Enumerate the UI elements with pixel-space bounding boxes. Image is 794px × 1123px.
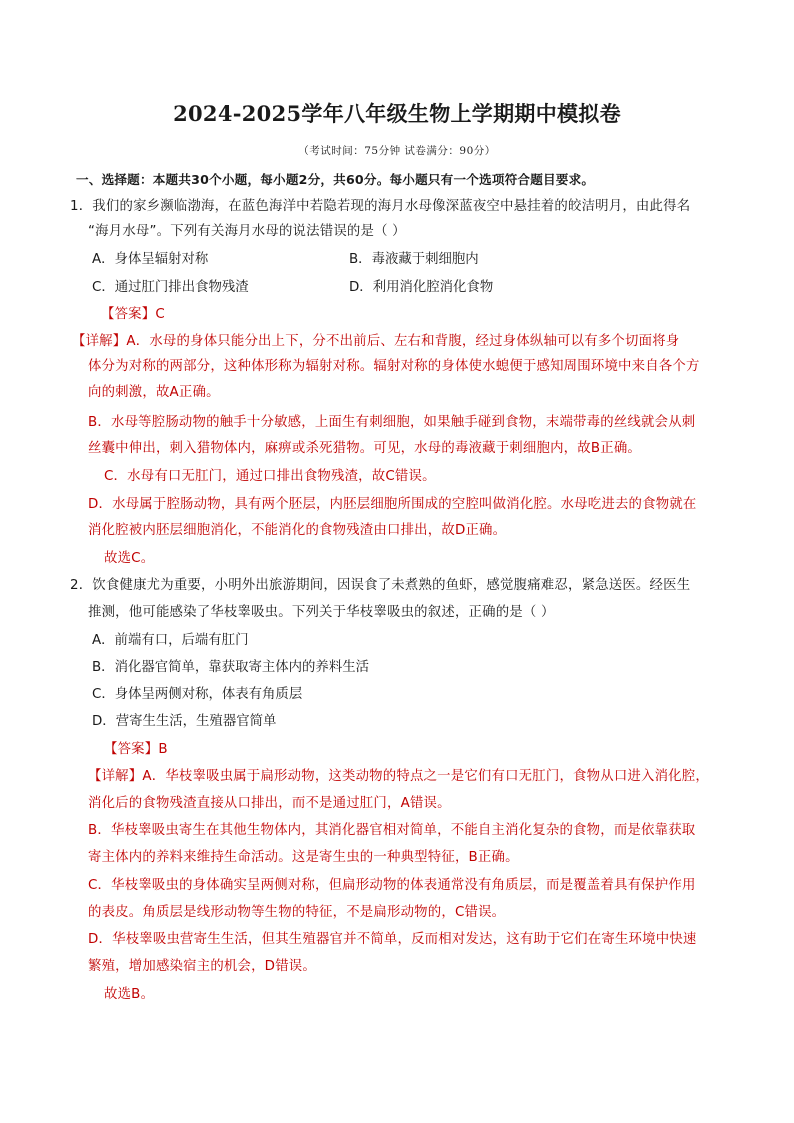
answer-value: C — [155, 307, 165, 322]
q2-detail-b-line1: B．华枝睾吸虫寄生在其他生物体内，其消化器官相对简单，不能自主消化复杂的食物，而是依靠获取 — [88, 823, 696, 838]
detail-label: 【详解】 — [88, 769, 143, 784]
q2-stem-line1: 2．饮食健康尤为重要，小明外出旅游期间，因误食了未煮熟的鱼虾，感觉腹痛难忍，紧急送医。经医生 — [70, 578, 691, 593]
q2-detail-d-line2: 繁殖，增加感染宿主的机会，D错误。 — [88, 959, 316, 974]
q2-detail-a-line1 — [88, 768, 709, 786]
answer-value: B — [158, 742, 168, 757]
q1-detail-a-line3: 向的刺激，故A正确。 — [88, 385, 220, 400]
answer-label: 【答案】 — [104, 742, 159, 757]
q2-detail-c-line1: C．华枝睾吸虫的身体确实呈两侧对称，但扁形动物的体表通常没有角质层，而是覆盖着具有保护作用 — [88, 878, 696, 893]
q2-conclusion: 故选B。 — [104, 987, 155, 1002]
q2-detail-a-line2: 消化后的食物残渣直接从口排出，而不是通过肛门，A错误。 — [88, 796, 451, 811]
q1-detail-a-line2: 体分为对称的两部分，这种体形称为辐射对称。辐射对称的身体使水螅便于感知周围环境中来自各个方 — [88, 359, 700, 374]
q1-option-b: B．毒液藏于刺细胞内 — [349, 252, 479, 267]
q1-option-c: C．通过肛门排出食物残渣 — [92, 280, 249, 295]
page-title: 2024-2025学年八年级生物上学期期中模拟卷 — [173, 101, 621, 126]
q2-option-d: D．营寄生生活，生殖器官简单 — [92, 714, 277, 729]
q2-option-a: A．前端有口，后端有肛门 — [92, 633, 249, 648]
q1-detail-b-line1: B．水母等腔肠动物的触手十分敏感，上面生有刺细胞，如果触手碰到食物，末端带毒的丝线就会从刺 — [88, 415, 696, 430]
detail-text: A．水母的身体只能分出上下，分不出前后、左右和背腹，经过身体纵轴可以有多个切面将身 — [126, 334, 680, 349]
q1-detail-a-line1 — [72, 333, 679, 351]
q2-detail-b-line2: 寄主体内的养料来维持生命活动。这是寄生虫的一种典型特征，B正确。 — [88, 850, 519, 865]
answer-label: 【答案】 — [101, 307, 156, 322]
q1-detail-c-line1: C．水母有口无肛门，通过口排出食物残渣，故C错误。 — [104, 469, 436, 484]
exam-info: （考试时间：75分钟 试卷满分：90分） — [298, 145, 496, 157]
q1-option-d: D．利用消化腔消化食物 — [349, 280, 494, 295]
q1-detail-b-line2: 丝囊中伸出，刺入猎物体内，麻痹或杀死猎物。可见，水母的毒液藏于刺细胞内，故B正确。 — [88, 441, 642, 456]
q2-option-b: B．消化器官简单，靠获取寄主体内的养料生活 — [92, 660, 369, 675]
q1-detail-d-line2: 消化腔被内胚层细胞消化，不能消化的食物残渣由口排出，故D正确。 — [88, 523, 507, 538]
q1-detail-d-line1: D．水母属于腔肠动物，具有两个胚层，内胚层细胞所围成的空腔叫做消化腔。水母吃进去的食物就在 — [88, 497, 697, 512]
detail-label: 【详解】 — [72, 334, 127, 349]
detail-text: A．华枝睾吸虫属于扁形动物，这类动物的特点之一是它们有口无肛门，食物从口进入消化腔， — [142, 769, 709, 784]
q2-option-c: C．身体呈两侧对称，体表有角质层 — [92, 687, 303, 702]
section-heading: 一、选择题：本题共30个小题，每小题2分，共60分。每小题只有一个选项符合题目要求。 — [76, 172, 595, 187]
q2-stem-line2: 推测，他可能感染了华枝睾吸虫。下列关于华枝睾吸虫的叙述，正确的是（ ） — [88, 605, 555, 620]
q1-option-a: A．身体呈辐射对称 — [92, 252, 209, 267]
q2-answer — [104, 741, 168, 759]
q1-stem-line2: “海月水母”。下列有关海月水母的说法错误的是（ ） — [88, 224, 406, 239]
q2-detail-d-line1: D．华枝睾吸虫营寄生生活，但其生殖器官并不简单，反而相对发达，这有助于它们在寄生环境中快速 — [88, 932, 697, 947]
q1-stem-line1: 1．我们的家乡濒临渤海，在蓝色海洋中若隐若现的海月水母像深蓝夜空中悬挂着的皎洁明月，由此得名 — [70, 199, 691, 214]
q2-detail-c-line2: 的表皮。角质层是线形动物等生物的特征，不是扁形动物的，C错误。 — [88, 905, 506, 920]
q1-conclusion: 故选C。 — [104, 551, 155, 566]
q1-answer — [101, 306, 165, 324]
